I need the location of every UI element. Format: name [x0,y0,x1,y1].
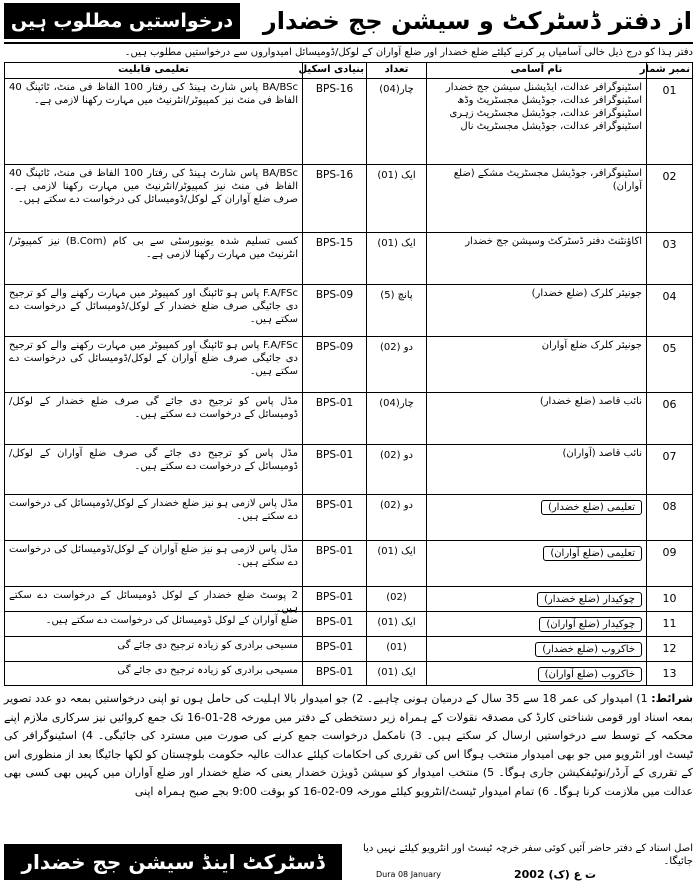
applications-wanted-banner: درخواستیں مطلوب ہیں [4,3,240,39]
pay-scale: BPS-16 [302,165,366,233]
post-count: ایک (01) [366,662,426,685]
post-name: جونیئر کلرک (ضلع خضدار) [531,288,642,299]
qualification-text: مڈل پاس کو ترجیح دی جائے گی صرف ضلع خضدار کے لوکل/ڈومیسائل کے درخواست دے سکتے ہیں۔ [5,393,302,445]
post-count: ایک (01) [366,233,426,285]
intro-text: دفتر ہذا کو درج ذیل خالی آسامیاں پر کرنے کیلئے ضلع خضدار اور ضلع آواران کے لوکل/ڈومیسائل امیدواروں سے درخواستیں مطلوب ہیں۔ [124,47,693,58]
post-name-line [431,94,642,107]
jobs-table [4,62,693,686]
pay-scale: BPS-09 [302,285,366,337]
post-name-cell [426,165,646,233]
pay-scale: BPS-01 [302,662,366,685]
conditions-label: شرائط: [651,692,693,705]
office-title: از دفتر ڈسٹرکٹ و سیشن جج خضدار [262,7,692,35]
post-name-line [431,664,642,682]
post-name-line [431,339,642,352]
post-name-cell [426,495,646,541]
conditions-text: 1) امیدوار کی عمر 18 سے 35 سال کے درمیان ہونی چاہیے۔ 2) جو امیدوار بالا اہلیت کی حامل ہوں تو اپنی درخواستیں بمعہ دو عدد تصویر بمعہ اسناد اور قومی شناختی کارڈ کی مصدقہ نقولات کے ہمراہ زیر دستخطی کے دفتر میں مورخہ 28-01-16 تک جمع کروائیں نیز سرکاری ملازم اپنے محکمہ کے توسط سے درخواستیں ارسال کر سکتے ہیں۔ 3) نامکمل درخواست جمع کرنے کی صورت میں مسترد کی جائیگی۔ 4) اسٹینوگرافر کی ٹیسٹ اور انٹرویو میں جو بھی امیدوار منتخب ہوگا اس کی تقرری کی احکامات کیلئے عدالت عالیہ حکومت بلوچستان کو لکھا جائیگا بعد از منظوری اس کے تقرری کے آرڈر/نوٹیفکیشن جاری ہوگا۔ 5) منتخب امیدوار کو سیشن ڈویژن خضدار یعنی کہ ضلع خضدار اور ضلع آواران میں کہیں بھی کسی بھی عدالت میں ملازمت کرنا ہوگا۔ 6) تمام امیدوار ٹیسٹ/انٹرویو کیلئے مورخہ 09-02-16 کو بوقت 9:00 بجے صبح ہمراہ اپنی [4,692,693,798]
post-name-cell [426,79,646,165]
post-name-cell [426,393,646,445]
post-count: دو (02) [366,495,426,541]
serial-number: 09 [646,541,692,587]
post-name: اسٹینوگرافر عدالت، ایڈیشنل سیشن جج خضدار [445,82,642,93]
post-name-line [431,167,642,193]
post-name-line [431,120,642,133]
post-count: چار(04) [366,79,426,165]
qualification-text: 2 پوسٹ ضلع خضدار کے لوکل ڈومیسائل کے درخواست دے سکتے ہیں۔ [5,587,302,612]
post-name: تعلیمی (ضلع خضدار) [541,500,642,515]
post-name: اسٹینوگرافر، جوڈیشل مجسٹریٹ مشکے (ضلع آواران) [453,168,642,192]
post-count: ایک (01) [366,541,426,587]
post-name-line [431,447,642,460]
conditions-block [4,690,693,840]
column-header-serial: نمبر شمار [646,63,692,79]
header-divider [4,42,693,44]
post-name: خاکروب (ضلع آواران) [538,667,642,682]
post-count: دو (02) [366,445,426,495]
qualification-text: مسیحی برادری کو زیادہ ترجیح دی جائے گی [117,665,298,676]
qualification-text: F.A/FSc پاس ہو ٹائپنگ اور کمپیوٹر میں مہارت رکھنے والے کو ترجیح دی جائیگی صرف ضلع آواران کے لوکل/ڈومیسائل کی درخواست دے سکتے ہیں۔ [5,337,302,393]
qualification-text: BA/BSc پاس شارٹ ہینڈ کی رفتار 100 الفاظ فی منٹ، ٹائپنگ 40 الفاظ فی منٹ نیز کمپیوٹر/انٹرنیٹ میں مہارت رکھنا لازمی ہے۔ صرف ضلع آواران کے لوکل/ڈومیسائل کی درخواست دے سکتے ہیں۔ [5,165,302,233]
post-name: خاکروب (ضلع خضدار) [535,642,642,657]
serial-number: 01 [646,79,692,165]
pay-scale: BPS-01 [302,445,366,495]
serial-number: 04 [646,285,692,337]
qualification-text: مسیحی برادری کو زیادہ ترجیح دی جائے گی [5,637,302,662]
post-name-line [431,614,642,632]
post-count: (02) [366,587,426,612]
post-name-cell [426,637,646,662]
serial-number: 05 [646,337,692,393]
post-count: ایک (01) [366,165,426,233]
qualification-text: مڈل پاس لازمی ہو نیز ضلع خضدار کے لوکل/ڈومیسائل کی درخواست دے سکتے ہیں۔ [5,495,302,541]
post-name-cell [426,233,646,285]
qualification-text: BA/BSc پاس شارٹ ہینڈ کی رفتار 100 الفاظ فی منٹ، ٹائپنگ 40 الفاظ فی منٹ نیز کمپیوٹر/انٹرنیٹ میں مہارت رکھنا لازمی ہے۔ [5,79,302,165]
post-name-line [431,543,642,561]
serial-number: 02 [646,165,692,233]
post-count: (01) [366,637,426,662]
post-name-cell [426,541,646,587]
post-name-line [431,287,642,300]
post-name-cell [426,285,646,337]
ad-reference-number: ت ع (ک) 2002 [514,868,596,881]
post-name-line [431,395,642,408]
post-name: اکاؤنٹنٹ دفتر ڈسٹرکٹ وسیشن جج خضدار [465,236,642,247]
post-name: جونیئر کلرک ضلع آواران [541,340,642,351]
column-header-qualification: تعلیمی قابلیت [5,63,302,79]
post-name: نائب قاصد (ضلع خضدار) [539,396,642,407]
pay-scale: BPS-01 [302,612,366,637]
post-name-line [431,107,642,120]
post-count: ایک (01) [366,612,426,637]
pay-scale: BPS-09 [302,337,366,393]
qualification-text: ضلع آواران کے لوکل ڈومیسائل کی درخواست دے سکتے ہیں۔ [5,612,302,637]
post-name: اسٹینوگرافر عدالت، جوڈیشل مجسٹریٹ وڈھ [457,95,642,106]
post-name: چوکیدار (ضلع خضدار) [537,592,642,607]
post-name: اسٹینوگرافر عدالت، جوڈیشل مجسٹریٹ زہری [449,108,642,119]
serial-number: 12 [646,637,692,662]
pay-scale: BPS-01 [302,541,366,587]
serial-number: 13 [646,662,692,685]
post-name-cell [426,445,646,495]
post-name: چوکیدار (ضلع آواران) [539,617,642,632]
post-name-cell [426,662,646,685]
serial-number: 11 [646,612,692,637]
qualification-text: مڈل پاس کو ترجیح دی جائے گی صرف ضلع آواران کے لوکل/ڈومیسائل کے درخواست دے سکتے ہیں۔ [5,445,302,495]
signature-banner: ڈسٹرکٹ اینڈ سیشن جج خضدار [4,844,342,880]
column-header-post: نام آسامی [426,63,646,79]
serial-number: 03 [646,233,692,285]
post-name-cell [426,612,646,637]
post-count: دو (02) [366,337,426,393]
post-count: چار(04) [366,393,426,445]
post-name-cell [426,587,646,612]
conditions-last-line: اصل اسناد کے دفتر حاضر آئیں کوئی سفر خرچہ ٹیسٹ اور انٹرویو کیلئے نہیں دیا جائیگا۔ [363,843,693,867]
qualification-text: F.A/FSc پاس ہو ٹائپنگ اور کمپیوٹر میں مہارت رکھنے والے کو ترجیح دی جائیگی صرف ضلع خضدار کے لوکل/ڈومیسائل کے درخواست دے سکتے ہیں۔ [5,285,302,337]
pay-scale: BPS-15 [302,233,366,285]
column-header-scale: بنیادی اسکیل [302,63,366,79]
post-name-line [431,235,642,248]
post-name-line [431,639,642,657]
dura-label: Dura 08 January [376,870,442,879]
post-name-line [431,497,642,515]
serial-number: 08 [646,495,692,541]
post-name: تعلیمی (ضلع آواران) [543,546,642,561]
post-name: نائب قاصد (آواران) [562,448,642,459]
post-name-cell [426,337,646,393]
post-name-line [431,81,642,94]
pay-scale: BPS-16 [302,79,366,165]
serial-number: 07 [646,445,692,495]
qualification-text: کسی تسلیم شدہ یونیورسٹی سے بی کام (B.Com) نیز کمپیوٹر/انٹرنیٹ میں مہارت رکھنا لازمی ہے۔ [5,233,302,285]
post-count: پانچ (5) [366,285,426,337]
post-name-line [431,589,642,607]
qualification-text: مڈل پاس لازمی ہو نیز ضلع آواران کے لوکل/ڈومیسائل کی درخواست دے سکتے ہیں۔ [5,541,302,587]
pay-scale: BPS-01 [302,393,366,445]
post-name: اسٹینوگرافر عدالت، جوڈیشل مجسٹریٹ نال [460,121,642,132]
pay-scale: BPS-01 [302,495,366,541]
serial-number: 06 [646,393,692,445]
serial-number: 10 [646,587,692,612]
column-header-count: تعداد [366,63,426,79]
pay-scale: BPS-01 [302,587,366,612]
pay-scale: BPS-01 [302,637,366,662]
